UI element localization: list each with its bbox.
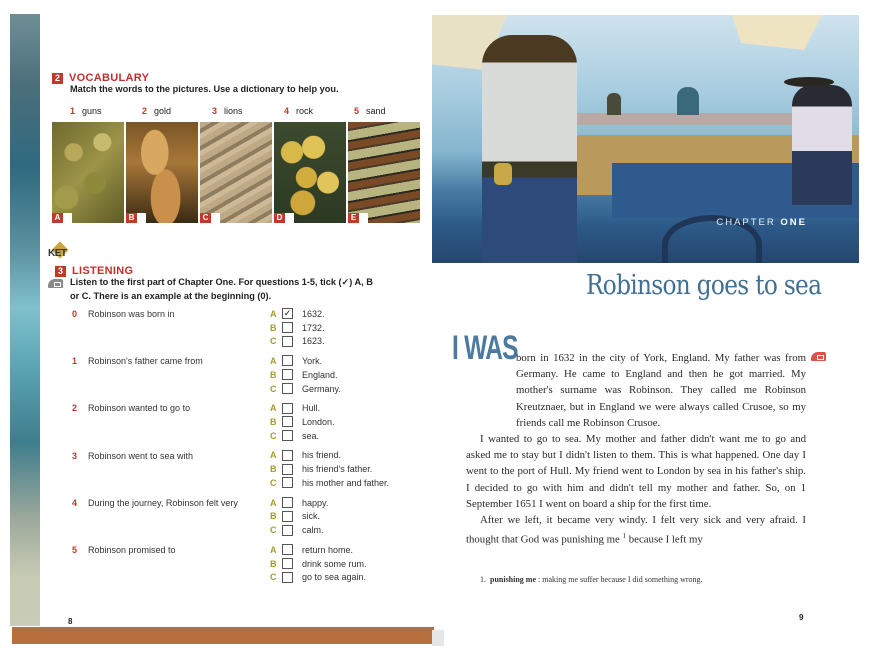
story-paragraph: I wanted to go to sea. My mother and father didn't want me to go and asked me to stay but I didn't listen to them. This is what happened. One day I went to the port of Hull. My friend went to London by sea in his father's ship. I decided to go with him and didn't tell my mother and father. So, on 1 September 1651 I went on board a ship for the first time.	[466, 433, 806, 510]
option-checkbox[interactable]	[282, 416, 293, 427]
answer-option[interactable]	[270, 510, 320, 524]
section-number: 3	[55, 266, 66, 277]
option-text: his friend.	[302, 450, 342, 461]
option-text: calm.	[302, 525, 324, 536]
sail	[732, 15, 822, 50]
option-text: 1623.	[302, 336, 325, 347]
vocab-word: 5 sand	[354, 106, 386, 116]
background-figure	[677, 87, 699, 115]
option-checkbox[interactable]	[282, 477, 293, 488]
answer-option[interactable]	[270, 401, 320, 415]
option-text: drink some rum.	[302, 558, 367, 569]
option-letter: A	[270, 355, 277, 366]
answer-option[interactable]	[270, 543, 353, 557]
story-paragraph: After we left, it became very windy. I felt very sick and very afraid. I thought that God was punishing me $^1$ because I left my	[466, 514, 806, 546]
answer-option[interactable]	[270, 415, 335, 429]
picture-letter: E	[348, 213, 359, 223]
option-letter: A	[270, 403, 277, 414]
option-text: York.	[302, 355, 323, 366]
vocab-word: 1 guns	[70, 106, 102, 116]
section-number: 2	[52, 73, 63, 84]
option-letter: C	[270, 383, 277, 394]
option-text: happy.	[302, 497, 329, 508]
chapter-illustration	[432, 15, 859, 263]
question-text: Robinson went to sea with	[88, 450, 194, 461]
option-checkbox[interactable]	[282, 403, 293, 414]
picture-guns	[348, 122, 420, 223]
question-text: During the journey, Robinson felt very	[88, 497, 238, 508]
page-number-left: 8	[68, 617, 73, 626]
story-text	[466, 350, 806, 548]
left-page-edge-strip	[10, 14, 40, 626]
question-number: 1	[72, 356, 78, 367]
answer-option[interactable]	[270, 476, 389, 490]
option-checkbox[interactable]	[282, 450, 293, 461]
question-number: 0	[72, 309, 78, 319]
vocab-word: 4 rock	[284, 106, 314, 116]
option-text: sick.	[302, 511, 320, 522]
footnote: 1. punishing me : making me suffer because I did something wrong.	[480, 575, 703, 584]
sailor-figure	[792, 85, 852, 205]
option-letter: C	[270, 572, 277, 583]
option-text: London.	[302, 416, 335, 427]
option-text: sea.	[302, 430, 320, 441]
chapter-title: Robinson goes to sea	[586, 270, 822, 301]
option-letter: B	[270, 558, 277, 569]
question-text: Robinson was born in	[88, 309, 175, 319]
option-text: his mother and father.	[302, 477, 390, 488]
option-letter: A	[270, 308, 277, 319]
option-letter: B	[270, 322, 277, 333]
bottom-band-shadow	[432, 630, 444, 646]
answer-option[interactable]	[270, 335, 325, 349]
option-checkbox[interactable]	[282, 322, 293, 333]
answer-option[interactable]	[270, 557, 367, 571]
option-letter: C	[270, 336, 277, 347]
picture-letter: D	[274, 213, 285, 223]
question-text: Robinson promised to	[88, 545, 176, 555]
picture-gold	[274, 122, 346, 223]
bottom-band	[12, 627, 434, 644]
question-number: 5	[72, 545, 78, 555]
option-text: go to sea again.	[302, 572, 367, 583]
option-checkbox[interactable]	[282, 336, 293, 347]
picture-lions	[126, 122, 198, 223]
question-number: 3	[72, 450, 78, 461]
picture-letter: A	[52, 213, 63, 223]
option-letter: C	[270, 430, 277, 441]
story-paragraph: born in 1632 in the city of York, England. My father was from Germany. He came to England and then he got married. My mother's surname was Robinson. They called me Robinson Kreutznaer, but in England we were always called Crusoe, so my friends call me Robinson Crusoe.	[516, 352, 806, 429]
option-checkbox[interactable]	[282, 369, 293, 380]
vocabulary-word-list	[70, 106, 430, 120]
option-checkbox[interactable]	[282, 544, 293, 555]
answer-option[interactable]	[270, 382, 341, 396]
listening-instruction-line2: or C. There is an example at the beginning (0).	[70, 291, 272, 301]
answer-option[interactable]	[270, 429, 319, 443]
answer-box[interactable]	[137, 213, 146, 223]
answer-box[interactable]	[359, 213, 368, 223]
option-text: Hull.	[302, 403, 321, 414]
option-checkbox[interactable]	[282, 558, 293, 569]
ket-logo	[46, 244, 74, 262]
section-title: LISTENING	[72, 265, 134, 277]
background-figure	[607, 93, 621, 115]
page-number-right: 9	[799, 613, 804, 622]
man-hand	[494, 163, 512, 185]
answer-option[interactable]	[270, 354, 322, 368]
ket-logo-text: KET	[48, 248, 67, 259]
answer-option[interactable]	[270, 321, 325, 335]
picture-letter: C	[200, 213, 211, 223]
option-text: England.	[302, 369, 338, 380]
option-letter: A	[270, 497, 277, 508]
option-letter: A	[270, 544, 277, 555]
option-checkbox[interactable]	[282, 511, 293, 522]
option-letter: B	[270, 464, 277, 475]
option-checkbox[interactable]	[282, 355, 293, 366]
audio-cd-icon[interactable]	[811, 352, 826, 361]
picture-sand	[200, 122, 272, 223]
chapter-label: CHAPTER ONE	[716, 217, 807, 228]
option-checkbox[interactable]	[282, 430, 293, 441]
answer-option[interactable]	[270, 523, 324, 537]
option-letter: C	[270, 525, 277, 536]
answer-option[interactable]	[270, 462, 372, 476]
footnote-reference[interactable]: 1	[622, 532, 627, 541]
vocabulary-instruction: Match the words to the pictures. Use a dictionary to help you.	[70, 84, 339, 94]
picture-rock	[52, 122, 124, 223]
picture-letter: B	[126, 213, 137, 223]
option-letter: B	[270, 416, 277, 427]
question-number: 2	[72, 403, 78, 414]
option-text: his friend's father.	[302, 464, 373, 475]
option-letter: B	[270, 369, 277, 380]
option-checkbox[interactable]	[282, 383, 293, 394]
option-text: 1632.	[302, 308, 325, 319]
option-checkbox[interactable]	[282, 572, 293, 583]
answer-box[interactable]	[285, 213, 294, 223]
option-checkbox[interactable]	[282, 497, 293, 508]
option-text: return home.	[302, 544, 354, 555]
vocab-word: 3 lions	[212, 106, 243, 116]
listening-instruction-line1: Listen to the first part of Chapter One. For questions 1-5, tick (✓) A, B	[70, 277, 373, 287]
option-letter: A	[270, 450, 277, 461]
answer-option[interactable]	[270, 449, 341, 463]
section-title: VOCABULARY	[69, 72, 150, 84]
question-number: 4	[72, 497, 78, 508]
answer-box[interactable]	[211, 213, 220, 223]
option-letter: B	[270, 511, 277, 522]
question-text: Robinson wanted to go to	[88, 403, 191, 414]
option-checkbox[interactable]: ✓	[283, 308, 292, 319]
vocab-word: 2 gold	[142, 106, 172, 116]
answer-option[interactable]	[270, 571, 366, 585]
answer-option[interactable]	[270, 496, 328, 510]
option-letter: C	[270, 477, 277, 488]
option-text: Germany.	[302, 383, 341, 394]
foreground-man	[482, 35, 577, 263]
option-checkbox[interactable]	[282, 464, 293, 475]
audio-cd-icon[interactable]	[48, 279, 63, 288]
drop-cap: I WAS	[452, 329, 518, 367]
answer-box[interactable]	[63, 213, 72, 223]
answer-option[interactable]	[270, 307, 325, 321]
option-text: 1732.	[302, 322, 325, 333]
question-text: Robinson's father came from	[88, 356, 203, 367]
option-checkbox[interactable]	[282, 525, 293, 536]
answer-option[interactable]	[270, 368, 338, 382]
